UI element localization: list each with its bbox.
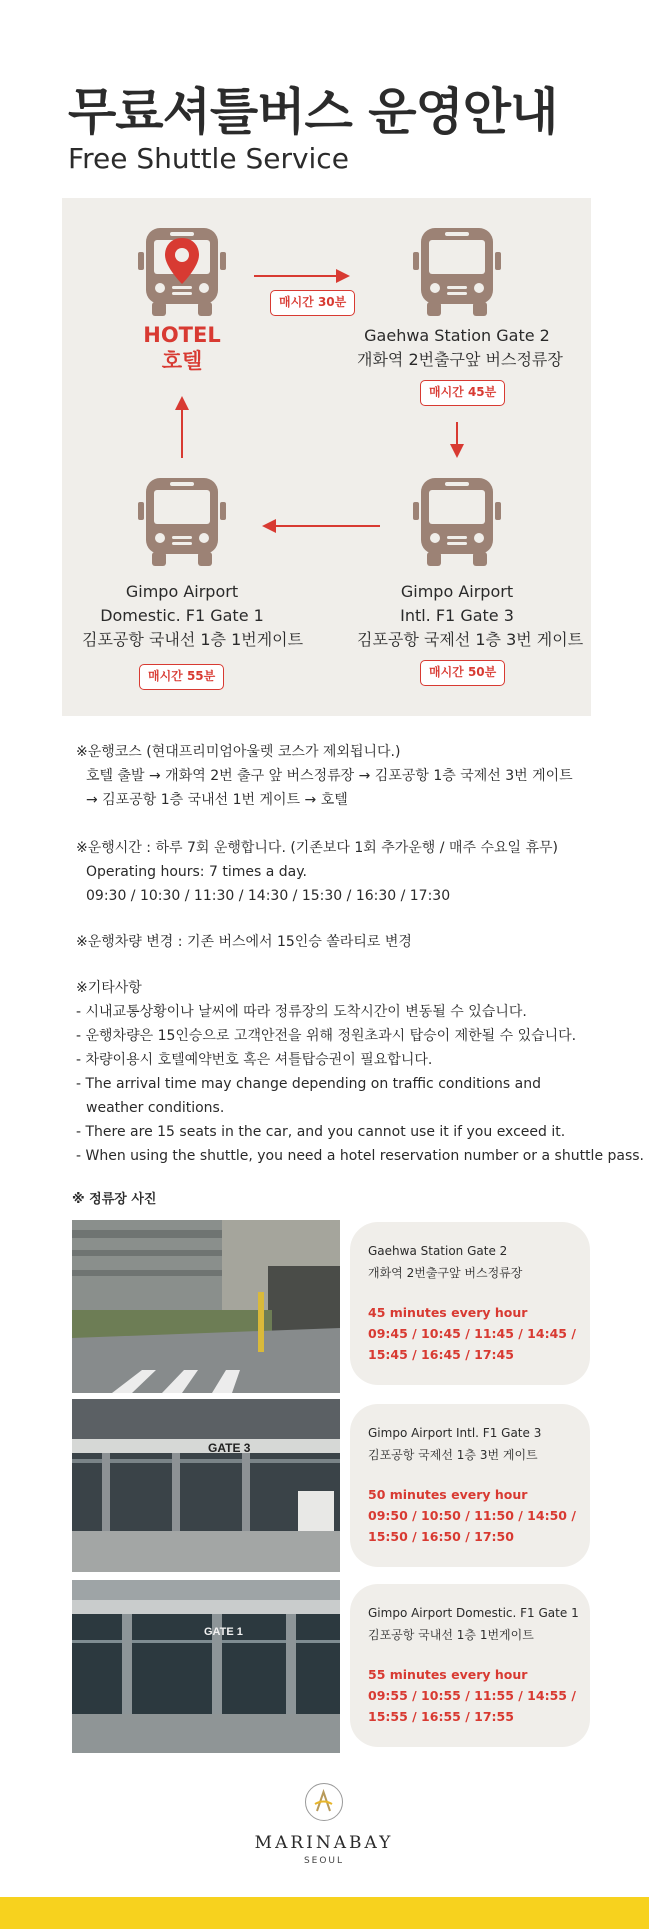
intl-interval-badge: 매시간 50분 bbox=[420, 660, 505, 686]
route-map bbox=[62, 198, 591, 716]
gate1-sign: GATE 1 bbox=[204, 1626, 243, 1638]
domestic-interval-badge: 매시간 55분 bbox=[139, 664, 224, 690]
gaehwa-stop-photo bbox=[72, 1220, 340, 1393]
vehicle-info: ※운행차량 변경 : 기존 버스에서 15인승 쏠라티로 변경 bbox=[76, 934, 412, 950]
gate3-sign: GATE 3 bbox=[208, 1441, 251, 1455]
domestic-stop-card: Gimpo Airport Domestic. F1 Gate 1 김포공항 국내선 1층 1번게이트 55 minutes every hour 09:55 / 10:55 / 11:55 / 14:55 / 15:55 / 16:55 / 17:55 bbox=[350, 1584, 590, 1747]
intl-stop-photo bbox=[72, 1399, 340, 1572]
hotel-interval-badge: 매시간 30분 bbox=[270, 290, 355, 316]
course-info: ※운행코스 (현대프리미엄아울렛 코스가 제외됩니다.) 호텔 출발 → 개화역 2번 출구 앞 버스정류장 → 김포공항 1층 국제선 3번 게이트 → 김포공항 1층 국내선 1번 게이트 → 호텔 bbox=[76, 744, 573, 808]
hours-info: ※운행시간 : 하루 7회 운행합니다. (기존보다 1회 추가운행 / 매주 수요일 휴무) Operating hours: 7 times a day. 09:30 / 10:30 / 11:30 / 14:30 / 15:30 / 16:30 / 17:30 bbox=[76, 840, 558, 904]
location-pin-icon bbox=[162, 236, 202, 286]
arrow-down-icon bbox=[447, 422, 467, 458]
gaehwa-label: Gaehwa Station Gate 2 개화역 2번출구앞 버스정류장 bbox=[357, 326, 563, 369]
footer-bar bbox=[0, 1897, 649, 1929]
page-title: 무료셔틀버스 운영안내 bbox=[68, 83, 558, 141]
gaehwa-stop-card: Gaehwa Station Gate 2 개화역 2번출구앞 버스정류장 45 minutes every hour 09:45 / 10:45 / 11:45 / 14:45 / 15:45 / 16:45 / 17:45 bbox=[350, 1222, 590, 1385]
gaehwa-interval-badge: 매시간 45분 bbox=[420, 380, 505, 406]
arrow-right-icon bbox=[254, 266, 350, 286]
logo-emblem-icon bbox=[305, 1783, 343, 1821]
domestic-stop-photo bbox=[72, 1580, 340, 1753]
intl-bus-icon bbox=[407, 476, 507, 568]
page-subtitle: Free Shuttle Service bbox=[68, 142, 349, 175]
gaehwa-bus-icon bbox=[407, 226, 507, 318]
marinabay-logo: MARINABAY SEOUL bbox=[244, 1783, 404, 1873]
arrow-up-icon bbox=[172, 396, 192, 458]
domestic-bus-icon bbox=[132, 476, 232, 568]
etc-info: ※기타사항 - 시내교통상황이나 날씨에 따라 정류장의 도착시간이 변동될 수 있습니다. - 운행차량은 15인승으로 고객안전을 위해 정원초과시 탑승이 제한될 수 있습니다. - 차량이용시 호텔예약번호 혹은 셔틀탑승권이 필요합니다. - The arrival time may change depending on traffic conditions and weather conditions. - There are 15 seats in the car, and you cannot use it if you exceed it. - When using the shuttle, you need a hotel reservation number or a shuttle pass. bbox=[76, 980, 645, 1164]
domestic-label: Gimpo Airport Domestic. F1 Gate 1 김포공항 국내선 1층 1번게이트 bbox=[82, 582, 304, 649]
intl-label: Gimpo Airport Intl. F1 Gate 3 김포공항 국제선 1층 3번 게이트 bbox=[357, 582, 584, 649]
photos-label: ※ 정류장 사진 bbox=[72, 1192, 157, 1207]
intl-stop-card: Gimpo Airport Intl. F1 Gate 3 김포공항 국제선 1층 3번 게이트 50 minutes every hour 09:50 / 10:50 / 11:50 / 14:50 / 15:50 / 16:50 / 17:50 bbox=[350, 1404, 590, 1567]
arrow-left-icon bbox=[262, 516, 380, 536]
hotel-label: HOTEL 호텔 bbox=[143, 323, 221, 373]
